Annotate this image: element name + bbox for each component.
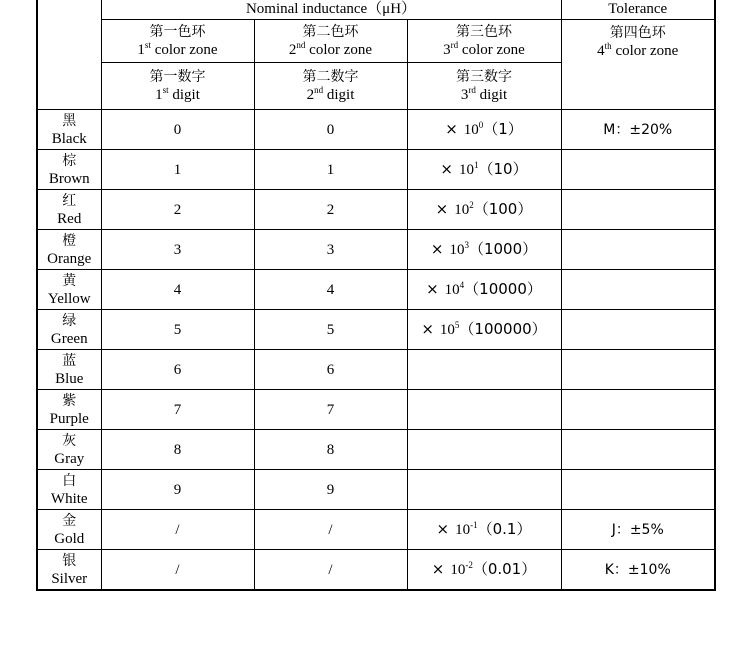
tolerance-cell: K：±10% xyxy=(561,550,715,591)
multiplier-cell xyxy=(407,430,561,470)
color-name-cell xyxy=(37,270,101,310)
times-symbol: × xyxy=(426,280,439,298)
tolerance-cell xyxy=(561,390,715,430)
table-row xyxy=(37,310,715,350)
digit-2-zh: 第二数字 xyxy=(302,69,359,85)
color-name-en: Yellow xyxy=(47,290,91,307)
multiplier-value: （10000） xyxy=(464,280,542,298)
second-digit-cell: 4 xyxy=(254,270,407,310)
table-row xyxy=(37,270,715,310)
tolerance-cell xyxy=(561,470,715,510)
digit-2-en: 2nd digit xyxy=(306,85,355,103)
zone-3-zh: 第三色环 xyxy=(456,24,512,40)
color-name-en: Black xyxy=(51,130,87,147)
digit-header-1 xyxy=(101,63,254,110)
color-name-cell xyxy=(37,510,101,550)
tolerance-cell: J：±5% xyxy=(561,510,715,550)
color-code-table-container xyxy=(36,0,714,591)
color-name-cell xyxy=(37,430,101,470)
color-name-zh: 紫 xyxy=(62,392,77,409)
color-name-cell xyxy=(37,150,101,190)
zone-header-2 xyxy=(254,20,407,63)
digit-3-en: 3rd digit xyxy=(460,85,508,103)
color-name-cell xyxy=(37,470,101,510)
times-symbol: × xyxy=(436,520,450,538)
second-digit-cell: 6 xyxy=(254,350,407,390)
first-digit-cell: 0 xyxy=(101,110,254,150)
multiplier-base: 10 xyxy=(444,282,460,298)
tolerance-cell xyxy=(561,190,715,230)
multiplier-value: （10） xyxy=(478,160,528,178)
table-row xyxy=(37,150,715,190)
color-name-zh: 绿 xyxy=(62,312,77,329)
header-row-title xyxy=(37,0,715,20)
zone-4-zh: 第四色环 xyxy=(609,25,666,41)
color-name-cell xyxy=(37,350,101,390)
multiplier-exponent: 2 xyxy=(469,200,474,210)
second-digit-cell: 5 xyxy=(254,310,407,350)
multiplier-exponent: 4 xyxy=(459,280,465,290)
color-name-zh: 灰 xyxy=(62,432,77,449)
color-name-zh: 蓝 xyxy=(62,352,77,369)
color-name-cell xyxy=(37,110,101,150)
second-digit-cell: 7 xyxy=(254,390,407,430)
color-name-zh: 棕 xyxy=(62,152,77,169)
multiplier-cell xyxy=(407,110,561,150)
color-name-zh: 橙 xyxy=(62,232,77,249)
nominal-inductance-header: Nominal inductance（μH） xyxy=(101,0,561,20)
first-digit-cell: 1 xyxy=(101,150,254,190)
second-digit-cell: 2 xyxy=(254,190,407,230)
color-name-en: Orange xyxy=(47,250,92,267)
zone-header-1 xyxy=(101,20,254,63)
color-name-zh: 银 xyxy=(62,552,77,569)
first-digit-cell: 5 xyxy=(101,310,254,350)
times-symbol: × xyxy=(421,320,434,338)
second-digit-cell: 9 xyxy=(254,470,407,510)
multiplier-exponent: 5 xyxy=(454,320,460,330)
first-digit-cell: 2 xyxy=(101,190,254,230)
zone-1-zh: 第一色环 xyxy=(149,24,206,40)
table-row xyxy=(37,430,715,470)
multiplier-value: （100000） xyxy=(459,320,547,338)
color-name-en: Brown xyxy=(48,170,90,187)
color-name-zh: 红 xyxy=(62,192,77,209)
zone-header-3 xyxy=(407,20,561,63)
multiplier-value: （1000） xyxy=(468,240,538,258)
digit-1-zh: 第一数字 xyxy=(149,69,206,85)
digit-header-2 xyxy=(254,63,407,110)
times-symbol: × xyxy=(440,160,453,178)
table-row xyxy=(37,470,715,510)
tolerance-cell xyxy=(561,350,715,390)
table-row xyxy=(37,110,715,150)
multiplier-value: （0.01） xyxy=(472,560,537,578)
table-row xyxy=(37,350,715,390)
multiplier-base: 10 xyxy=(455,522,471,538)
color-name-cell xyxy=(37,390,101,430)
zone-4-en: 4th color zone xyxy=(597,41,679,59)
tolerance-cell xyxy=(561,430,715,470)
first-digit-cell: 4 xyxy=(101,270,254,310)
multiplier-base: 10 xyxy=(454,202,470,218)
multiplier-base: 10 xyxy=(458,162,474,178)
times-symbol: × xyxy=(445,120,458,138)
color-name-en: Red xyxy=(57,210,82,227)
color-name-zh: 白 xyxy=(62,472,77,489)
color-name-cell xyxy=(37,310,101,350)
first-digit-cell: 6 xyxy=(101,350,254,390)
color-name-en: Green xyxy=(50,330,88,347)
multiplier-cell xyxy=(407,390,561,430)
multiplier-base: 10 xyxy=(450,562,466,578)
first-digit-cell: / xyxy=(101,550,254,591)
color-name-en: Blue xyxy=(55,370,84,387)
table-row xyxy=(37,230,715,270)
color-name-en: Gold xyxy=(54,530,85,547)
multiplier-value: （0.1） xyxy=(477,520,532,538)
zone-2-en: 2nd color zone xyxy=(288,40,373,58)
second-digit-cell: 1 xyxy=(254,150,407,190)
zone-3-en: 3rd color zone xyxy=(443,40,525,58)
multiplier-base: 10 xyxy=(439,322,455,338)
first-digit-cell: 3 xyxy=(101,230,254,270)
multiplier-exponent: 3 xyxy=(464,240,469,250)
multiplier-value: （1） xyxy=(483,120,523,138)
tolerance-cell xyxy=(561,310,715,350)
color-name-cell xyxy=(37,550,101,591)
zone-1-en: 1st color zone xyxy=(137,40,218,58)
multiplier-exponent: -2 xyxy=(465,560,473,570)
first-digit-cell: 9 xyxy=(101,470,254,510)
first-digit-cell: / xyxy=(101,510,254,550)
color-name-cell xyxy=(37,190,101,230)
multiplier-cell xyxy=(407,350,561,390)
multiplier-cell xyxy=(407,510,561,550)
digit-header-3 xyxy=(407,63,561,110)
multiplier-cell xyxy=(407,550,561,591)
multiplier-value: （100） xyxy=(473,200,533,218)
color-name-zh: 黄 xyxy=(62,272,77,289)
color-name-cell xyxy=(37,230,101,270)
zone-header-4 xyxy=(561,20,715,110)
multiplier-exponent: 1 xyxy=(473,160,479,170)
first-digit-cell: 8 xyxy=(101,430,254,470)
multiplier-cell xyxy=(407,190,561,230)
second-digit-cell: 8 xyxy=(254,430,407,470)
times-symbol: × xyxy=(435,200,449,218)
color-name-en: White xyxy=(50,490,88,507)
tolerance-cell xyxy=(561,270,715,310)
first-digit-cell: 7 xyxy=(101,390,254,430)
table-row xyxy=(37,550,715,591)
multiplier-cell xyxy=(407,150,561,190)
multiplier-exponent: 0 xyxy=(478,120,484,130)
table-row xyxy=(37,390,715,430)
second-digit-cell: 0 xyxy=(254,110,407,150)
times-symbol: × xyxy=(431,560,445,578)
second-digit-cell: / xyxy=(254,510,407,550)
header-row-zones xyxy=(37,20,715,63)
multiplier-base: 10 xyxy=(463,122,479,138)
tolerance-header: Tolerance xyxy=(561,0,715,20)
tolerance-cell: M：±20% xyxy=(561,110,715,150)
zone-2-zh: 第二色环 xyxy=(302,24,359,40)
color-name-en: Silver xyxy=(51,570,88,587)
corner-cell xyxy=(37,0,101,110)
table-row xyxy=(37,510,715,550)
color-name-zh: 金 xyxy=(62,512,77,529)
tolerance-cell xyxy=(561,150,715,190)
second-digit-cell: 3 xyxy=(254,230,407,270)
table-row xyxy=(37,190,715,230)
multiplier-cell xyxy=(407,270,561,310)
multiplier-cell xyxy=(407,310,561,350)
digit-1-en: 1st digit xyxy=(155,85,200,103)
digit-3-zh: 第三数字 xyxy=(456,69,512,85)
multiplier-cell xyxy=(407,470,561,510)
multiplier-base: 10 xyxy=(449,242,465,258)
second-digit-cell: / xyxy=(254,550,407,591)
color-name-en: Gray xyxy=(54,450,85,467)
color-name-zh: 黑 xyxy=(62,112,77,129)
tolerance-cell xyxy=(561,230,715,270)
multiplier-cell xyxy=(407,230,561,270)
color-name-en: Purple xyxy=(49,410,89,427)
multiplier-exponent: -1 xyxy=(470,520,478,530)
times-symbol: × xyxy=(430,240,444,258)
inductor-color-code-table xyxy=(36,0,716,591)
